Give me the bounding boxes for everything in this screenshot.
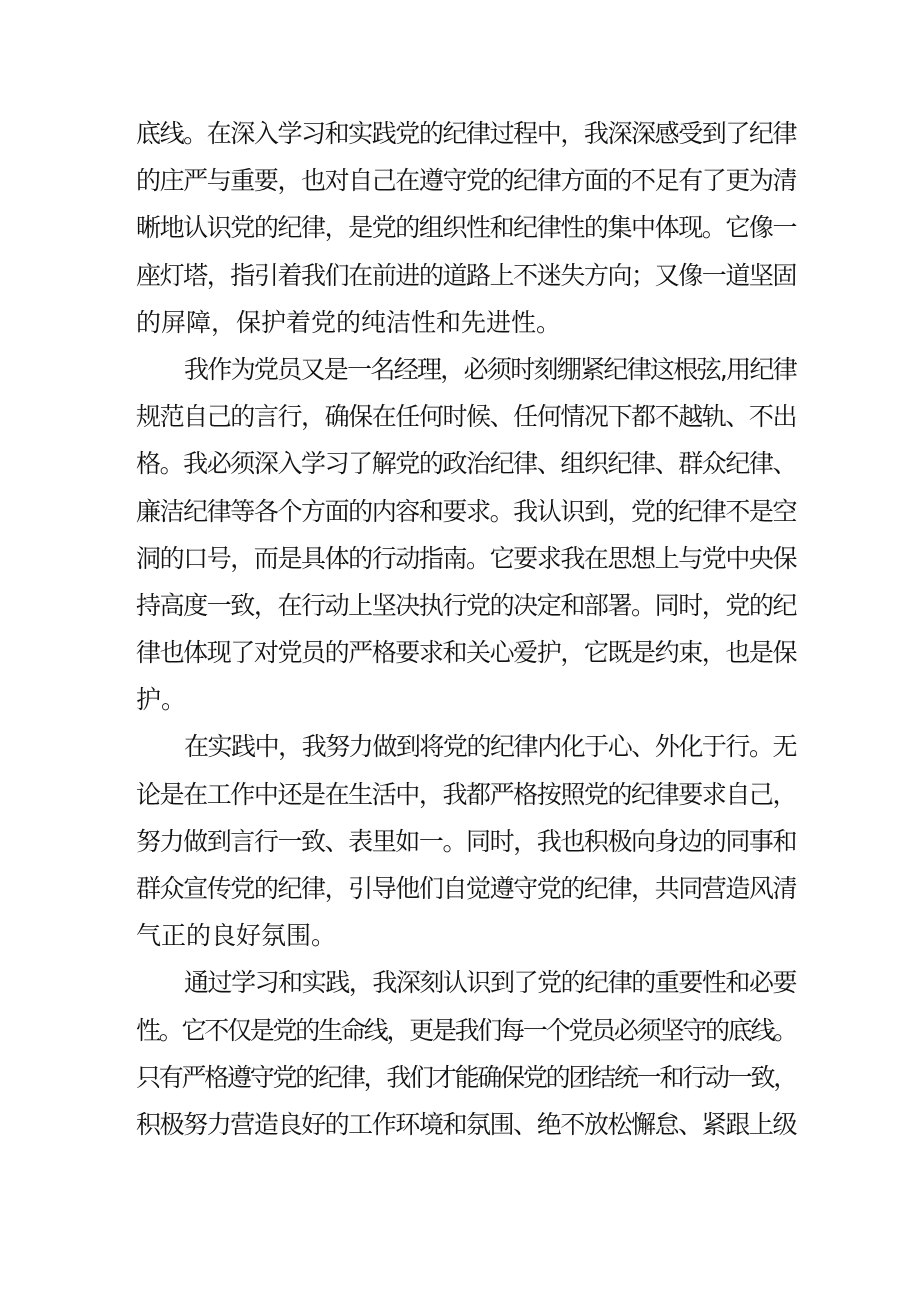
document-body <box>136 110 796 1148</box>
text-line: 在实践中，我努力做到将党的纪律内化于心、外化于行。无 <box>184 732 796 762</box>
text-line: 气正的良好氛围。 <box>136 921 337 951</box>
text-line: 律也体现了对党员的严格要求和关心爱护，它既是约束，也是保 <box>136 638 796 668</box>
text-line: 座灯塔，指引着我们在前进的道路上不迷失方向；又像一道坚固 <box>136 260 796 290</box>
paragraph <box>136 346 796 724</box>
paragraph <box>136 110 796 346</box>
text-line: 我作为党员又是一名经理，必须时刻绷紧纪律这根弦,用纪律 <box>184 354 796 384</box>
text-line: 性。它不仅是党的生命线，更是我们每一个党员必须坚守的底线。 <box>136 1015 796 1045</box>
text-line: 底线。在深入学习和实践党的纪律过程中，我深深感受到了纪律 <box>136 119 796 148</box>
text-line: 规范自己的言行，确保在任何时候、任何情况下都不越轨、不出 <box>136 402 796 432</box>
text-line: 通过学习和实践，我深刻认识到了党的纪律的重要性和必要 <box>184 968 796 998</box>
text-line: 群众宣传党的纪律，引导他们自觉遵守党的纪律，共同营造风清 <box>136 874 796 903</box>
text-line: 的庄严与重要，也对自己在遵守党的纪律方面的不足有了更为清 <box>136 166 796 196</box>
text-line: 的屏障，保护着党的纯洁性和先进性。 <box>136 307 562 337</box>
text-line: 努力做到言行一致、表里如一。同时，我也积极向身边的同事和 <box>136 826 796 856</box>
text-line: 持高度一致，在行动上坚决执行党的决定和部署。同时，党的纪 <box>136 590 796 620</box>
text-line: 护。 <box>136 685 187 715</box>
text-line: 晰地认识党的纪律，是党的组织性和纪律性的集中体现。它像一 <box>136 213 796 243</box>
text-line: 只有严格遵守党的纪律，我们才能确保党的团结统一和行动一致， <box>136 1062 796 1092</box>
text-line: 廉洁纪律等各个方面的内容和要求。我认识到，党的纪律不是空 <box>136 496 796 526</box>
text-line: 格。我必须深入学习了解党的政治纪律、组织纪律、群众纪律、 <box>136 449 796 479</box>
text-line: 洞的口号，而是具体的行动指南。它要求我在思想上与党中央保 <box>136 543 796 573</box>
paragraph <box>136 959 796 1148</box>
paragraph <box>136 723 796 959</box>
text-line: 论是在工作中还是在生活中，我都严格按照党的纪律要求自己， <box>136 779 796 809</box>
text-line: 积极努力营造良好的工作环境和氛围、绝不放松懈怠、紧跟上级 <box>136 1109 796 1139</box>
